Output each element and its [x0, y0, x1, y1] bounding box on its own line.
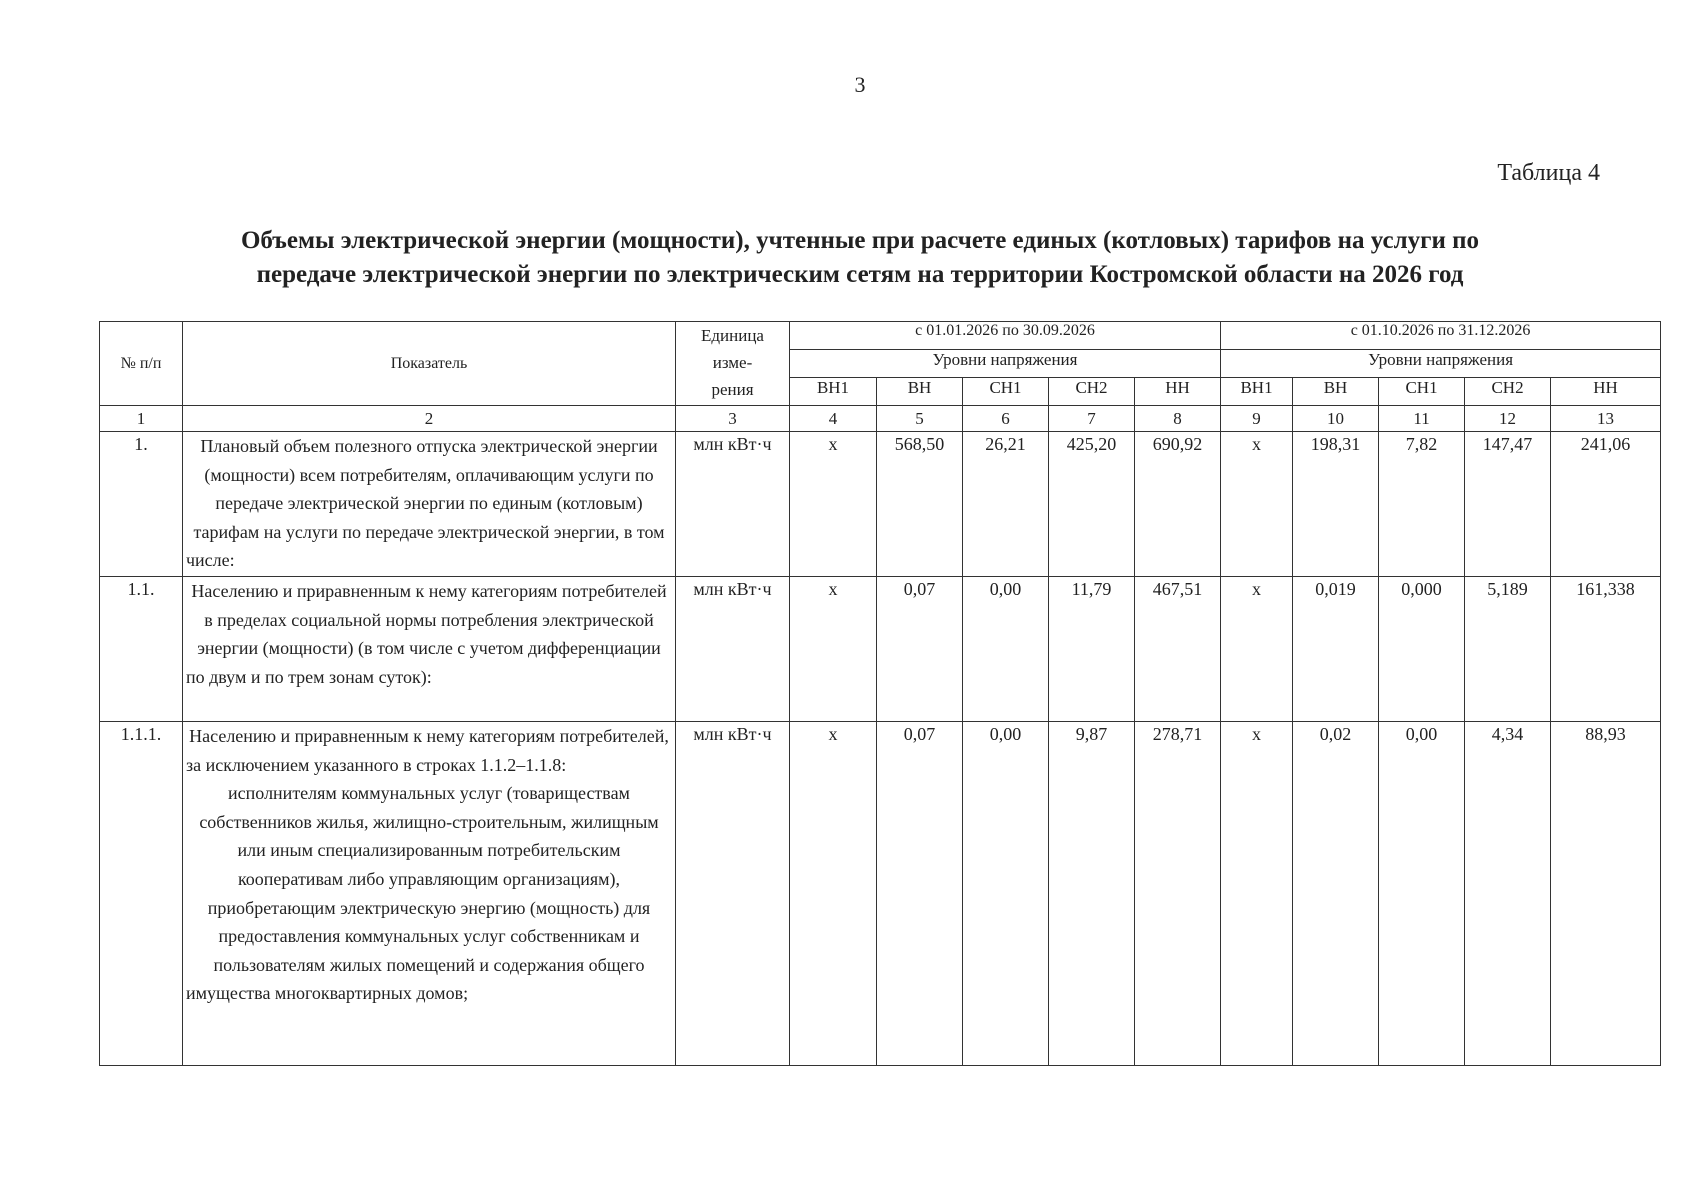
row-value: 9,87 [1049, 722, 1135, 1066]
column-number: 13 [1551, 406, 1661, 432]
column-number: 6 [963, 406, 1049, 432]
row-value: 0,000 [1379, 577, 1465, 722]
row-value: 147,47 [1465, 432, 1551, 577]
header-voltage: СН1 [1379, 378, 1465, 406]
title-line-2: передаче электрической энергии по электрическим сетям на территории Костромской области на 2026 год [256, 261, 1464, 288]
column-number: 3 [676, 406, 790, 432]
header-period-2: с 01.10.2026 по 31.12.2026 [1221, 322, 1661, 350]
row-value: 0,00 [1379, 722, 1465, 1066]
row-value: 278,71 [1135, 722, 1221, 1066]
row-number: 1. [100, 432, 183, 577]
column-number: 8 [1135, 406, 1221, 432]
row-indicator [183, 722, 676, 1066]
title-line-1: Объемы электрической энергии (мощности), учтенные при расчете единых (котловых) тарифов на услуги по [240, 227, 1480, 254]
header-unit-line-2: изме- [712, 353, 753, 372]
document-title [120, 224, 1600, 292]
row-value: 0,019 [1293, 577, 1379, 722]
row-value: х [790, 432, 877, 577]
header-num: № п/п [100, 322, 183, 406]
column-number: 11 [1379, 406, 1465, 432]
header-voltage: ВН1 [1221, 378, 1293, 406]
row-unit: млн кВт·ч [676, 432, 790, 577]
column-number-row [100, 406, 1661, 432]
column-number: 1 [100, 406, 183, 432]
row-value: 26,21 [963, 432, 1049, 577]
header-voltage: ВН [1293, 378, 1379, 406]
header-period-1: с 01.01.2026 по 30.09.2026 [790, 322, 1221, 350]
header-voltage: СН2 [1465, 378, 1551, 406]
table-row [100, 577, 1661, 722]
row-value: 88,93 [1551, 722, 1661, 1066]
row-value: 425,20 [1049, 432, 1135, 577]
header-row-periods [100, 322, 1661, 350]
row-value: 4,34 [1465, 722, 1551, 1066]
header-voltage: ВН1 [790, 378, 877, 406]
header-unit-line-3: рения [711, 380, 754, 399]
row-indicator: Плановый объем полезного отпуска электрической энергии (мощности) всем потребителям, оплачивающим услуги по передаче электрической энергии по единым (котловым) тарифам на услуги по передаче электрической энергии, в том числе: [183, 432, 676, 577]
row-value: 0,00 [963, 577, 1049, 722]
tariff-volumes-table [99, 321, 1661, 1066]
row-number: 1.1.1. [100, 722, 183, 1066]
column-number: 9 [1221, 406, 1293, 432]
row-value: 0,07 [877, 722, 963, 1066]
header-voltage: СН2 [1049, 378, 1135, 406]
table-row [100, 722, 1661, 1066]
table-label: Таблица 4 [1497, 160, 1600, 186]
row-value: 0,07 [877, 577, 963, 722]
row-value: 198,31 [1293, 432, 1379, 577]
column-number: 5 [877, 406, 963, 432]
header-levels-1: Уровни напряжения [790, 350, 1221, 378]
row-unit: млн кВт·ч [676, 722, 790, 1066]
row-value: 241,06 [1551, 432, 1661, 577]
row-value: 5,189 [1465, 577, 1551, 722]
row-indicator-lead: Населению и приравненным к нему категориям потребителей, за исключением указанного в строках 1.1.2–1.1.8: [186, 726, 669, 775]
row-value: х [790, 577, 877, 722]
row-indicator: Населению и приравненным к нему категориям потребителей в пределах социальной нормы потребления электрической энергии (мощности) (в том числе с учетом дифференциации по двум и по трем зонам суток): [183, 577, 676, 722]
header-voltage: ВН [877, 378, 963, 406]
row-value: х [1221, 722, 1293, 1066]
row-value: 690,92 [1135, 432, 1221, 577]
page-number: 3 [854, 72, 866, 97]
row-number: 1.1. [100, 577, 183, 722]
column-number: 2 [183, 406, 676, 432]
row-value: х [1221, 577, 1293, 722]
header-levels-2: Уровни напряжения [1221, 350, 1661, 378]
table-row [100, 432, 1661, 577]
row-value: х [1221, 432, 1293, 577]
row-value: 0,02 [1293, 722, 1379, 1066]
row-value: 568,50 [877, 432, 963, 577]
row-indicator-body: исполнителям коммунальных услуг (товариществам собственников жилья, жилищно-строительным, жилищным или иным специализированным потребительским кооперативам либо управляющим организациям), приобретающим электрическую энергию (мощность) для предоставления коммунальных услуг собственникам и пользователям жилых помещений и содержания общего имущества многоквартирных домов; [186, 783, 659, 1004]
row-value: 0,00 [963, 722, 1049, 1066]
column-number: 12 [1465, 406, 1551, 432]
header-indicator: Показатель [183, 322, 676, 406]
column-number: 7 [1049, 406, 1135, 432]
row-value: 7,82 [1379, 432, 1465, 577]
header-voltage: СН1 [963, 378, 1049, 406]
column-number: 4 [790, 406, 877, 432]
header-unit-line-1: Единица [701, 326, 764, 345]
header-voltage: НН [1551, 378, 1661, 406]
row-value: х [790, 722, 877, 1066]
row-value: 11,79 [1049, 577, 1135, 722]
row-value: 161,338 [1551, 577, 1661, 722]
row-unit: млн кВт·ч [676, 577, 790, 722]
column-number: 10 [1293, 406, 1379, 432]
row-value: 467,51 [1135, 577, 1221, 722]
header-unit [676, 322, 790, 406]
header-voltage: НН [1135, 378, 1221, 406]
